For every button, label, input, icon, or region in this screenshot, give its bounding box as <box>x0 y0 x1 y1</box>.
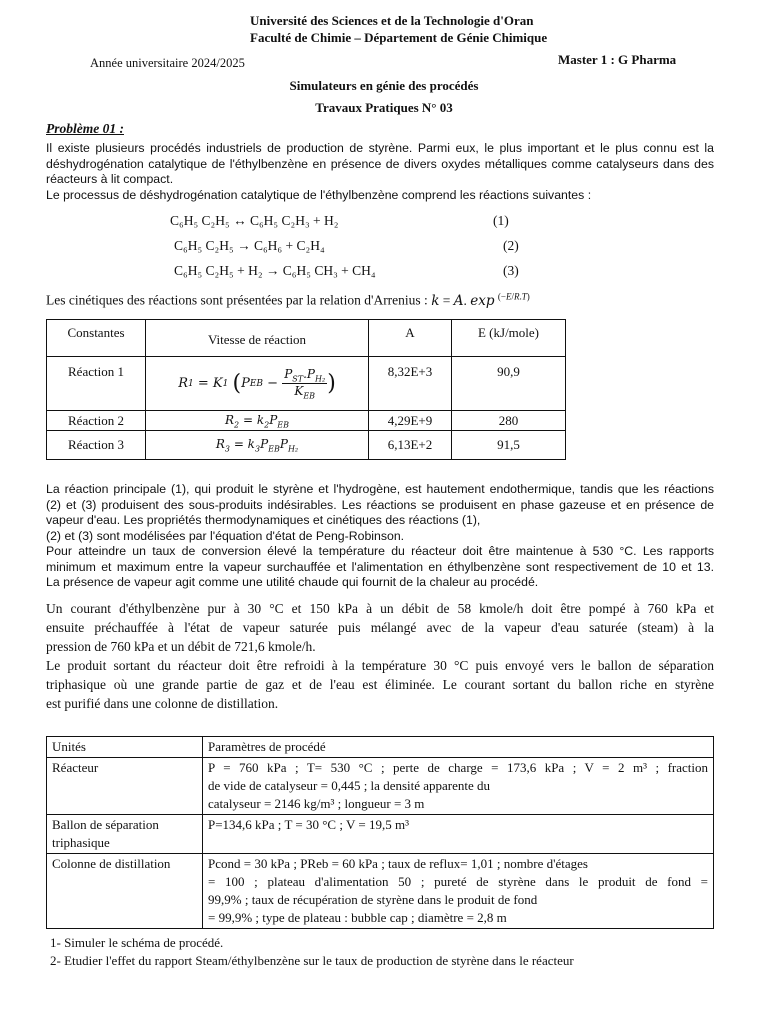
energy-e: 90,9 <box>452 357 566 411</box>
param-line: Pcond = 30 kPa ; PReb = 60 kPa ; taux de reflux= 1,01 ; nombre d'étages <box>208 856 588 871</box>
reaction-2-number: (2) <box>503 238 519 253</box>
header-vitesse: Vitesse de réaction <box>146 320 369 357</box>
table-row <box>47 854 714 929</box>
unit-name: Colonne de distillation <box>47 854 203 929</box>
reaction-name: Réaction 3 <box>47 431 146 460</box>
table-header-row <box>47 737 714 758</box>
description-line: (2) et (3) sont modélisées par l'équation d'état de Peng-Robinson. <box>46 528 405 543</box>
reaction-name: Réaction 2 <box>47 411 146 431</box>
reaction-2-equation: C₆H₅ C₂H₅ → C₆H₆ + C₂H₄ <box>174 238 325 253</box>
specification-line: triphasique où une grande partie de gaz et de l'eau est éliminée. Le courant sortant du ballon riche en styrène <box>46 677 714 692</box>
unit-params <box>203 758 714 815</box>
rate-expression-3: $R_3 = k_3P_{EB}P_{H_2}$ <box>146 431 369 460</box>
param-line: P = 760 kPa ; T= 530 °C ; perte de charge = 173,6 kPa ; V = 2 m³ ; fraction <box>208 760 708 775</box>
rate-expression-2: $R_2 = k_2P_{EB}$ <box>146 411 369 431</box>
reaction-3-number: (3) <box>503 263 519 278</box>
description-line: minimum et maximum entre la vapeur surchauffée et l'alimentation en éthylbenzène sont respectivement de 10 et 13. <box>46 559 714 574</box>
problem-intro <box>46 141 714 203</box>
param-line: 99,9% ; taux de récupération de styrène dans le produit de fond <box>208 892 538 907</box>
description-line: La réaction principale (1), qui produit le styrène et l'hydrogène, est hautement endothermique, tandis que les réactions <box>46 482 714 496</box>
reaction-name: Réaction 1 <box>47 357 146 411</box>
unit-params <box>203 854 714 929</box>
reaction-1-number: (1) <box>493 213 509 228</box>
description-line: vapeur d'eau. Les propriétés thermodynamiques et cinétiques des réactions (1), <box>46 513 481 527</box>
table-row <box>47 411 566 431</box>
arrhenius-formula: k = A. exp $^{(-E/R.T)}$ <box>431 291 530 309</box>
factor-a: 4,29E+9 <box>369 411 452 431</box>
task-item: 1- Simuler le schéma de procédé. <box>50 935 224 950</box>
param-line: de vide de catalyseur = 0,445 ; la densité apparente du <box>208 778 491 793</box>
task-list <box>50 934 574 970</box>
kinetics-table <box>46 319 566 460</box>
factor-a: 6,13E+2 <box>369 431 452 460</box>
kinetics-line <box>46 291 530 309</box>
energy-e: 280 <box>452 411 566 431</box>
problem-title: Problème 01 : <box>46 121 124 136</box>
table-row <box>47 431 566 460</box>
unit-params <box>203 815 714 854</box>
header-parametres: Paramètres de procédé <box>203 737 714 758</box>
kinetics-text: Les cinétiques des réactions sont présentées par la relation d'Arrenius : <box>46 292 428 308</box>
master-label: Master 1 : G Pharma <box>558 52 677 67</box>
intro-line: déshydrogénation catalytique de l'éthylbenzène en présence de divers oxydes métalliques comme catalyseurs dans des <box>46 156 714 171</box>
intro-line: réacteurs à lit compact. <box>46 172 174 186</box>
rate-expression-1: R 1 = K 1 ( P EB − $P_{ST}.P_{H_2}$ $K_{EB}$ ) <box>146 357 369 411</box>
unit-name: Réacteur <box>47 758 203 815</box>
energy-e: 91,5 <box>452 431 566 460</box>
table-header-row <box>47 320 566 357</box>
task-item: 2- Etudier l'effet du rapport Steam/éthylbenzène sur le taux de production de styrène dans le réacteur <box>50 953 574 968</box>
unit-name: Ballon de séparation triphasique <box>47 815 203 854</box>
reaction-1-equation: C₆H₅ C₂H₅ ↔ C₆H₅ C₂H₃ + H₂ <box>170 213 339 228</box>
course-title: Simulateurs en génie des procédés <box>289 78 479 93</box>
specification-line: ensuite préchauffée à l'état de vapeur saturée puis mélangé avec de la vapeur d'eau saturée (steam) à la <box>46 620 714 635</box>
reaction-3-equation: C₆H₅ C₂H₅ + H₂ → C₆H₅ CH₃ + CH₄ <box>174 263 376 278</box>
description-line: (2) et (3) produisent des sous-produits indésirables. Les réactions se produisent en phase gazeuse et en présence de <box>46 497 714 512</box>
specification-line: pression de 760 kPa et un débit de 721,6 kmole/h. <box>46 639 316 654</box>
param-line: = 99,9% ; type de plateau : bubble cap ; diamètre = 2,8 m <box>208 910 507 925</box>
tp-title: Travaux Pratiques N° 03 <box>315 100 453 115</box>
intro-line: Le processus de déshydrogénation catalytique de l'éthylbenzène comprend les réactions suivantes : <box>46 187 592 202</box>
process-specification <box>46 599 714 713</box>
specification-line: Le produit sortant du réacteur doit être refroidi à la température 30 °C puis envoyé vers le ballon de séparation <box>46 658 714 673</box>
header-constantes: Constantes <box>47 320 146 357</box>
param-line: = 100 ; plateau d'alimentation 50 ; pureté de styrène dans le produit de fond = <box>208 874 708 889</box>
academic-year: Année universitaire 2024/2025 <box>90 56 245 70</box>
header-e: E (kJ/mole) <box>452 320 566 357</box>
description-line: La présence de vapeur agit comme une utilité chaude qui fournit de la chaleur au procédé. <box>46 575 539 589</box>
table-row <box>47 758 714 815</box>
process-description <box>46 482 714 591</box>
param-line: P=134,6 kPa ; T = 30 °C ; V = 19,5 m³ <box>208 817 409 832</box>
header-a: A <box>369 320 452 357</box>
description-line: Pour atteindre un taux de conversion élevé la température du réacteur doit être maintenue à 530 °C. Les rapports <box>46 544 714 558</box>
specification-line: est purifié dans une colonne de distillation. <box>46 696 279 711</box>
header-unites: Unités <box>47 737 203 758</box>
table-row <box>47 815 714 854</box>
specification-line: Un courant d'éthylbenzène pur à 30 °C et 150 kPa à un débit de 58 kmole/h doit être pompé à 760 kPa et <box>46 601 714 616</box>
university-name: Université des Sciences et de la Technologie d'Oran <box>250 13 534 28</box>
factor-a: 8,32E+3 <box>369 357 452 411</box>
table-row <box>47 357 566 411</box>
parameters-table <box>46 736 714 929</box>
param-line: catalyseur = 2146 kg/m³ ; longueur = 3 m <box>208 796 425 811</box>
intro-line: Il existe plusieurs procédés industriels de production de styrène. Parmi eux, le plus important et le plus connu est la <box>46 141 714 155</box>
faculty-name: Faculté de Chimie – Département de Génie Chimique <box>250 30 548 45</box>
